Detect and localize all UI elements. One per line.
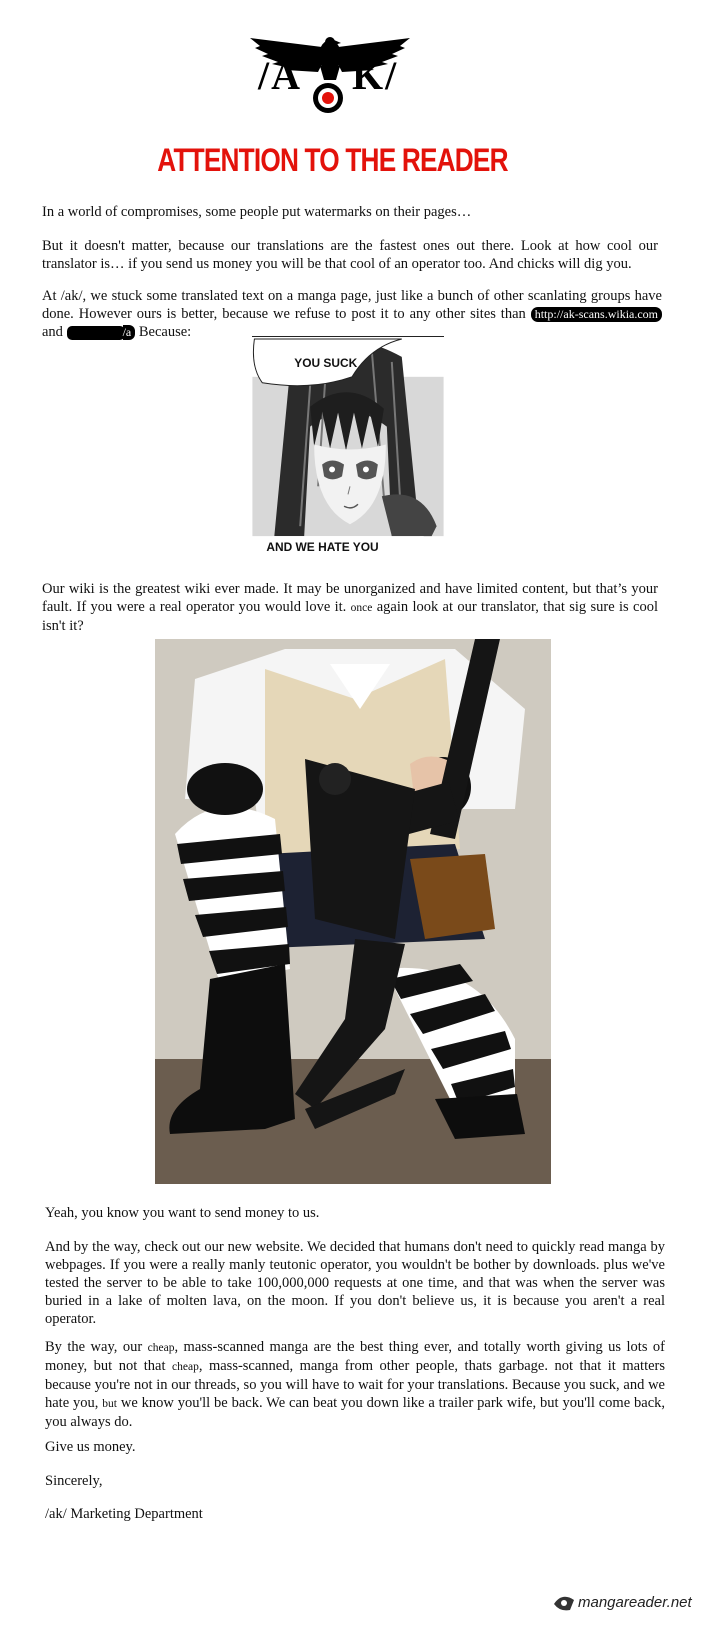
redacted-site-tail: /a [123, 325, 136, 340]
page-title: ATTENTION TO THE READER [157, 142, 508, 178]
paragraph-watermarks: In a world of compromises, some people put watermarks on their pages… [42, 204, 472, 220]
cheap-word-1: cheap [147, 1342, 175, 1354]
signature: /ak/ Marketing Department [45, 1506, 203, 1522]
paragraph-cheap-manga [45, 1338, 665, 1431]
paragraph-send-money: Yeah, you know you want to send money to us. [45, 1205, 320, 1221]
cheap-text-c: , mass-scanned, manga from other people, thats garbage. not that it matters because you're not in our threads, so you will have to wait for your translations. Because you suck, and we hate you, [45, 1358, 666, 1411]
speech-bubble-bottom: AND WE HATE YOU [266, 540, 379, 555]
logo-text-left: /A [258, 53, 302, 98]
logo-text-right: K/ [352, 53, 399, 98]
cheap-text-a: By the way, our [45, 1339, 143, 1355]
paragraph-wiki-text-b: again look at our translator, that sig sure is cool isn't it? [42, 599, 658, 634]
paragraph-website: And by the way, check out our new website. We decided that humans don't need to quickly read manga by webpages. If you were a really manly teutonic operator, you wouldn't be bother by downloads. plus we've tested the server to be able to take 100,000,000 requests at one time, and that was when the server was buried in a lake of molten lava, on the moon. If you don't believe us, it is because you aren't a real operator. [45, 1239, 665, 1327]
paragraph-wiki-text-a: Our wiki is the greatest wiki ever made. It may be unorganized and have limited content, but that’s your fault. If you were a real operator you would love it. [42, 581, 658, 615]
manga-panel [252, 336, 444, 568]
cheap-text-b: , mass-scanned manga are the best thing ever, and totally worth giving us lots of money, but not that [45, 1339, 666, 1374]
paragraph-sites [42, 287, 662, 341]
once-text: once [350, 602, 373, 614]
cheap-text-d: we know you'll be back. We can beat you down like a trailer park wife, but you'll come back, you always do. [45, 1395, 666, 1430]
paragraph-wiki [42, 580, 658, 635]
and-text: and [42, 324, 63, 340]
but-word: but [102, 1398, 117, 1410]
paragraph-sites-text: At /ak/, we stuck some translated text on a manga page, just like a bunch of other scanlating groups have done. However ours is better, because we refuse to post it to any other sites than [42, 288, 662, 322]
paragraph-translations: But it doesn't matter, because our translations are the fastest ones out there. Look at how cool our translator is… if you send us money you will be that cool of an operator too. And chicks will dig you. [42, 238, 658, 272]
wiki-link[interactable]: http://ak-scans.wikia.com [531, 307, 662, 322]
paragraph-give-money: Give us money. [45, 1439, 136, 1455]
signoff: Sincerely, [45, 1473, 103, 1489]
operator-photo [155, 639, 551, 1184]
mangareader-watermark: mangareader.net [578, 1594, 692, 1611]
because-text: Because: [138, 324, 192, 340]
redaction-bar [67, 326, 125, 340]
cheap-word-2: cheap [172, 1361, 199, 1373]
speech-bubble-top: YOU SUCK [294, 355, 358, 370]
